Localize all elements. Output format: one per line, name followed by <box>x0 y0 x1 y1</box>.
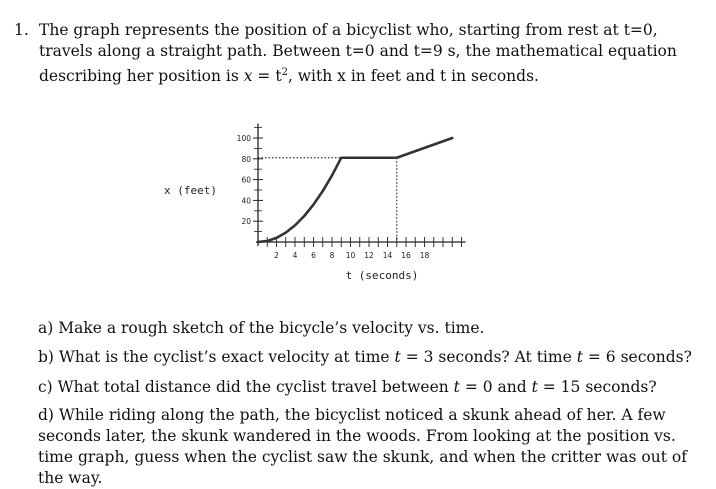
question-b-part3: = 6 seconds? <box>582 348 692 366</box>
equation-exponent: 2 <box>281 67 288 78</box>
y-tick-label: 20 <box>241 217 251 227</box>
question-c-part3: = 15 seconds? <box>537 378 657 396</box>
question-c-part1: c) What total distance did the cyclist travel between <box>38 378 454 396</box>
question-b-part2: = 3 seconds? At time <box>400 348 577 366</box>
equation-variable-x: x <box>243 67 253 86</box>
question-a: a) Make a rough sketch of the bicycle’s velocity vs. time. <box>38 319 485 337</box>
problem-intro-text <box>39 20 704 87</box>
y-tick-label: 80 <box>241 154 251 164</box>
x-tick-label: 6 <box>311 251 316 260</box>
problem-statement <box>14 20 704 87</box>
x-tick-label: 12 <box>364 251 374 260</box>
x-tick-label: 18 <box>419 251 430 260</box>
question-d: d) While riding along the path, the bicyclist noticed a skunk ahead of her. A few seconds later, the skunk wandered in the woods. From looking at the position vs. time graph, guess when the cyclist saw the skunk, and when the critter was out of the way. <box>38 406 687 487</box>
y-tick-label: 40 <box>241 196 251 206</box>
x-tick-label: 8 <box>329 251 335 260</box>
question-b-part1: b) What is the cyclist’s exact velocity at time <box>38 348 395 366</box>
question-b-var-t2: t <box>576 348 583 366</box>
intro-text-part1: The graph represents the position of a bicyclist who, starting from rest at t=0, travels along a straight path. Between t=0 and t=9 s, the mathematical equation describing her position is <box>39 21 677 86</box>
x-tick-label: 14 <box>382 251 393 260</box>
position-curve <box>258 138 452 242</box>
problem-number: 1. <box>14 21 29 39</box>
equation-rhs: = t <box>252 67 282 86</box>
position-time-graph <box>150 108 530 288</box>
x-tick-label: 10 <box>345 251 356 260</box>
y-axis-label: x (feet) <box>164 184 217 197</box>
y-tick-label: 100 <box>236 134 251 143</box>
question-c-var-t1: t <box>453 378 460 396</box>
intro-text-part2: , with x in feet and t in seconds. <box>287 67 539 86</box>
x-tick-label: 4 <box>292 251 298 260</box>
x-tick-label: 16 <box>401 251 411 260</box>
question-c-part2: = 0 and <box>459 378 532 396</box>
question-b-var-t1: t <box>394 348 401 366</box>
x-axis-label: t (seconds) <box>345 269 419 282</box>
position-time-chart <box>150 108 530 288</box>
question-c <box>38 377 703 398</box>
x-tick-label: 2 <box>274 251 279 260</box>
question-c-var-t2: t <box>531 378 538 396</box>
question-b <box>38 347 703 368</box>
y-tick-label: 60 <box>241 175 251 185</box>
